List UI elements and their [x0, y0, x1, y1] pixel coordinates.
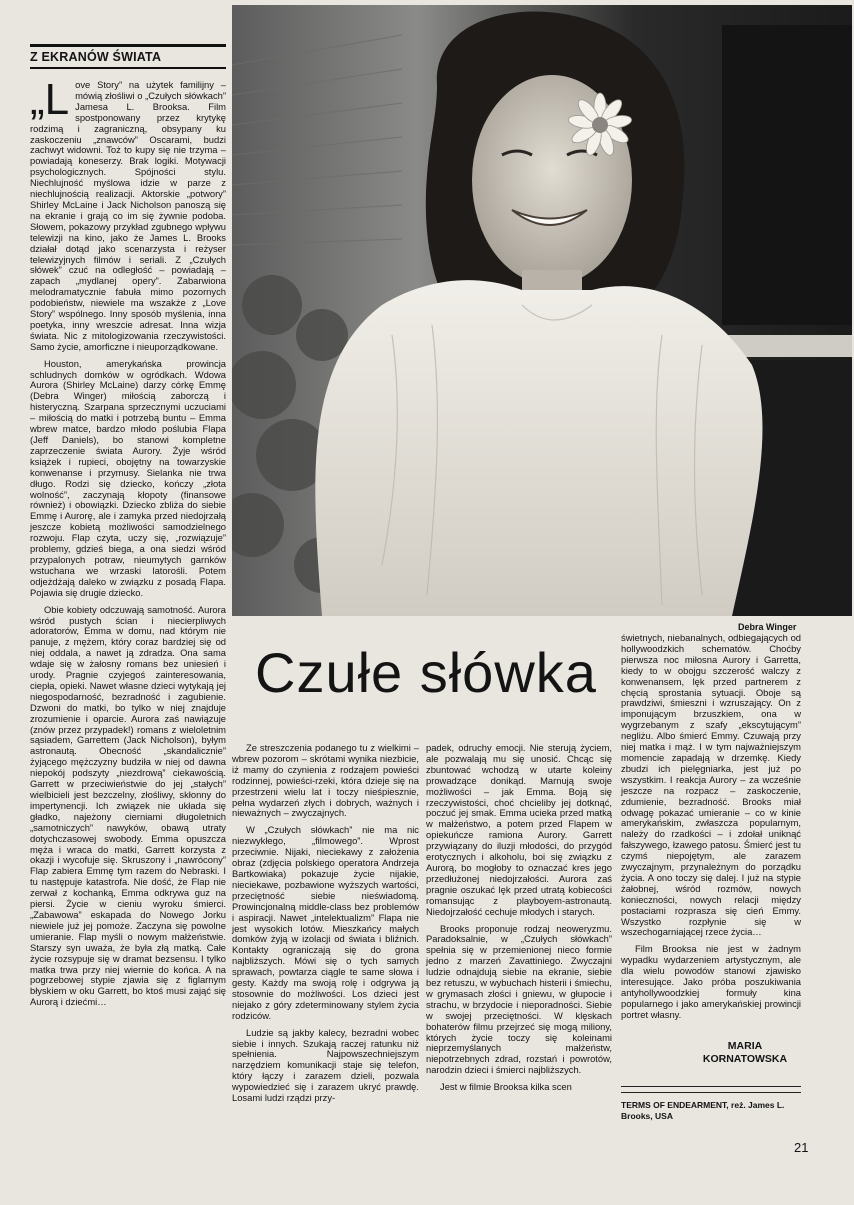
section-rule-top [30, 44, 226, 47]
col3-paragraph-2: Brooks proponuje rodzaj neoweryzmu. Paradoksalnie, w „Czułych słówkach” spełnia się w przemienionej nieco formie jedno z marzeń Zavattiniego. Zwyczajni ludzie odnajdują siebie na ekranie, siebie bez retuszu, w wybuchach histerii i śmiechu, w grymasach złości i gniewu, w głupocie i strachu, w brzydocie i nieporadności. Siebie w swojej przeciętności. W klęskach bohaterów filmu przejrzeć się mogą miliony, których życie toczy się koleinami nieprzemyślanych małżeństw, niepotrzebnych zdrad, rozstań i powrotów, narodzin dzieci i śmierci najbliższych. [426, 922, 612, 1076]
column-1 [30, 75, 226, 1008]
section-rule-bottom [30, 67, 226, 69]
col1-paragraph-2: Houston, amerykańska prowincja schludnych domków w ogródkach. Wdowa Aurora (Shirley McLaine) darzy córkę Emmę (Debra Winger) miłością zaborczą i histeryczną. Szarpana sprzecznymi uczuciami – miłością do matki i potrzebą buntu – Emma wbrew matce, bardzo młodo poślubia Flapa (Jeff Daniels), bo stanowi kompletne zaprzeczenie świata Aurory. Żyje wśród książek i rupieci, obojętny na towarzyskie konwenanse i przymusy. Sielanka nie trwa długo. Rodzi się dziecko, kończy „złota wolność”, zaczynają kłopoty (finansowe również) i obowiązki. Dziecko zbliża do siebie Emmę i Aurorę, ale i zamyka przed niedojrzałą jeszcze kobietą możliwości samodzielnego rozwoju. Flap czyta, uczy się, „rozwiązuje” problemy, gdzieś biega, a ona siedzi wśród przypalonych potraw, nieumytych garnków wstuchana we wrzaski latorośli. Potem odjeżdżają daleko w związku z posadą Flapa. Pojawia się drugie dziecko. [30, 357, 226, 598]
article-title: Czułe słówka [255, 641, 597, 704]
col2-paragraph-2: W „Czułych słówkach” nie ma nic niezwykłego, „filmowego”. Wprost przeciwnie. Nijaki, nieciekawy z założenia obraz (zdjęcia polskiego operatora Andrzeja Bartkowiaka) pokazuje życie nijakie, nieciekawe, pozbawione wyższych wartości, przeciętność siebie nieświadomą. Prowincjonalną middle-class bez problemów i aspiracji. Nawet „intelektualizm” Flapa nie jest wysokich lotów. Mieszkańcy małych domków żyją w izolacji od świata i bliźnich. Kontakty ograniczają się do grona najbliższych. Mówi się o tych samych sprawach, powtarza ciągle te same słowa i gesty. Każdy ma swoją rolę i odgrywa ją stosownie do możliwości. Los dzieci jest niejako z góry zdeterminowany stylem życia rodziców. [232, 824, 419, 1021]
col3-paragraph-1: padek, odruchy emocji. Nie sterują życiem, ale pozwalają mu się unosić. Chcąc się zbuntować wchodzą w utarte koleiny prowadzące donikąd. Marnują swoje możliwości – jak Emma. Boją się rzeczywistości, choć chcieliby jej dotknąć, poczuć jej smak. Emma ucieka przed matką w małżeństwo, a potem przed Flapem w opiekuńcze ramiona Aurory. Garrett przywiązany do iluzji młodości, do przygód erotycznych i alkoholu, boi się związku z Aurorą, bo mogłoby to oznaczać kres jego przedłużonej niedojrzałości. Aurora zaś pragnie oszukać lęk przed utratą kobiecości romansując z playboyem-astronautą. Niedojrzałość cechuje młodych i starych. [426, 742, 612, 917]
col2-paragraph-3: Ludzie są jakby kalecy, bezradni wobec siebie i innych. Szukają raczej ratunku niż spełnienia. Najpowszechniejszym narzędziem komunikacji staje się telefon, który łączy i zarazem dzieli, pozwala wypowiedzieć się i zarazem ukryć prawdę. Losami ludzi rządzi przy- [232, 1026, 419, 1104]
author-last-name: KORNATOWSKA [702, 1053, 788, 1065]
author-first-name: MARIA [727, 1040, 763, 1052]
page-number: 21 [794, 1140, 809, 1155]
column-2 [232, 743, 419, 1104]
col2-paragraph-1: Ze streszczenia podanego tu z wielkimi – wbrew pozorom – skrótami wynika niezbicie, iż mamy do czynienia z rodzajem powieści rodzinnej, powieści-rzeki, która dzieje się na przestrzeni wielu lat i toczy nieśpiesznie, pełna wydarzeń złych i dobrych, ważnych i nieważnych – zwyczajnych. [232, 742, 419, 819]
col1-paragraph-3: Obie kobiety odczuwają samotność. Aurora wśród pustych ścian i niecierpliwych adoratorów, Emma w domu, nad którym nie panuje, z mężem, który coraz bardziej się od niej oddala, a nawet ją zdradza. Ona sama wdaje się w żałosny romans bez uniesień i urody. Pragnie czyjegoś zainteresowania, ciepła, opieki. Nawet własne dzieci wytykają jej niegospodarność, bezradność i zagubienie. Dzwoni do matki, bo tylko w niej znajduje zrozumienie i oparcie. Aurora zaś nawiązuje (znów przez przypadek!) romans z wieloletnim sąsiadem, Garrettem (Jack Nicholson), byłym astronautą. Obecność „skandalicznie” żyjącego mężczyzny budziła w niej od dawna niepokój podszyty „niezdrową” ciekawością. Garrett w przeciwieństwie do jej „stałych” wielbicieli jest bezczelny, złośliwy, skłonny do impertynencji. Ich związek nie układa się gładko, najeżony cierniami długoletnich „samotniczych” nawyków, obawą utraty dotychczasowej swobody. Emma opuszcza męża i wraca do matki, Garrett korzysta z okazji i wycofuje się. Skruszony i „nawrócony” Flap zabiera Emmę tym razem do Nebraski. I tu następuje katastrofa. Nie dość, że Flap nie zerwał z kochanką, Emma odkrywa guz na piersi. Życie w cieniu wyroku śmierci. „Zabawowa” eskapada do Nowego Jorku niewiele już jej pomoże. Zaczyna się powolne umieranie. Flap myśli o nowym małżeństwie. Starszy syn uważa, że była złą matką. Całe życie rozsypuje się w dramat bezsensu. I tylko matka trwa przy niej wiernie do końca. A na pogrzebowej stypie zjawia się z figlarnym błyskiem w oku Garrett, bo ktoś musi zająć się Aurorą i dziećmi… [30, 603, 226, 1008]
portrait-illustration [232, 5, 852, 616]
col4-paragraph-1: świetnych, niebanalnych, odbiegających od hollywoodzkich schematów. Choćby pierwsza noc miłosna Aurory i Garretta, kiedy to w obojgu szczerość walczy z konwenansem, lęk przed partnerem z chęcią sprostania sytuacji. Oboje są prawdziwi, śmieszni i wzruszający. On z imponującym brzuszkiem, ona w wygrzebanym z szafy „ekscytującym” negliżu. Albo śmierć Emmy. Czuwają przy niej matka i mąż. I w tym najważniejszym momencie zapadają w drzemkę. Kiedy zbudzi ich pielęgniarka, jest już po wszystkim. I reakcja Aurory – za wcześnie jeszcze na rozpacz – zaskoczenie, zdumienie, bezradność. Brooks miał odwagę pokazać umieranie – co w kinie amerykańskim, zwłaszcza popularnym, należy do rzadkości – i zdołał uniknąć fałszywego, łzawego patosu. Śmierć jest tu czymś niepojętym, ale zarazem zwyczajnym, przynależnym do porządku życia. A ono toczy się dalej. I już na stypie żałobnej, wśród rozmów, nowych konieczności, nowych relacji między postaciami rozprasza się cień Emmy. Wszystko rozpłynie się w wszechogarniającej rzece życia… [621, 632, 801, 938]
credits-rule-top [621, 1086, 801, 1087]
credits-rule-mid [621, 1092, 801, 1093]
col3-paragraph-3: Jest w filmie Brooksa kilka scen [440, 1081, 572, 1093]
dropcap: „L [30, 75, 70, 124]
section-heading: Z EKRANÓW ŚWIATA [30, 50, 162, 64]
film-credits: TERMS OF ENDEARMENT, reż. James L. Brooks, USA [621, 1100, 785, 1121]
col4-paragraph-2: Film Brooksa nie jest w żadnym wypadku wydarzeniem artystycznym, ale dla wielu powodów stanowi zjawisko interesujące. Jako próba poszukiwania antyhollywoodzkiej formuły kina popularnego i jako amerykańskiej prowincji portret własny. [621, 943, 801, 1020]
photo-caption: Debra Winger [738, 622, 797, 632]
col1-paragraph-1-text: ove Story” na użytek familijny – mówią złośliwi o „Czułych słówkach” Jamesa L. Brooksa. Film spostponowany przez krytykę rodzimą i zagraniczną, obsypany ku zaskoczeniu „znawców” Oscarami, budzi zachwyt widowni. Toż to kupy się nie trzyma – powiadają koneserzy. Brak logiki. Motywacji psychologicznych. Spójności stylu. Niechlujność myślowa idzie w parze z niechlujnością realizacji. Aktorskie „potwory” Shirley McLaine i Jack Nicholson panoszą się na ekranie i grają co im się żywnie podoba. Słowem, pokazowy przykład zgubnego wpływu telewizji na kino, jako że James L. Brooks działał dotąd jako scenarzysta i reżyser telewizyjnych filmów i seriali. Z „Czułych słówek” czuć na odległość – powiadają – zapach „mydlanej opery”. Zabarwiona melodramatycznie fabuła mimo pozornych podobieństw, niewiele ma wszakże z „Love Story” wspólnego. Inny sposób myślenia, inna poetyka, inny wreszcie adresat. Inna wizja świata. Nic z mitologizowania rzeczywistości. Samo życie, amorficzne i nieuporządkowane. [30, 79, 226, 352]
col1-paragraph-1 [30, 75, 226, 353]
column-4 [621, 633, 801, 1021]
photo-debra-winger [232, 5, 852, 616]
column-3 [426, 743, 612, 1093]
